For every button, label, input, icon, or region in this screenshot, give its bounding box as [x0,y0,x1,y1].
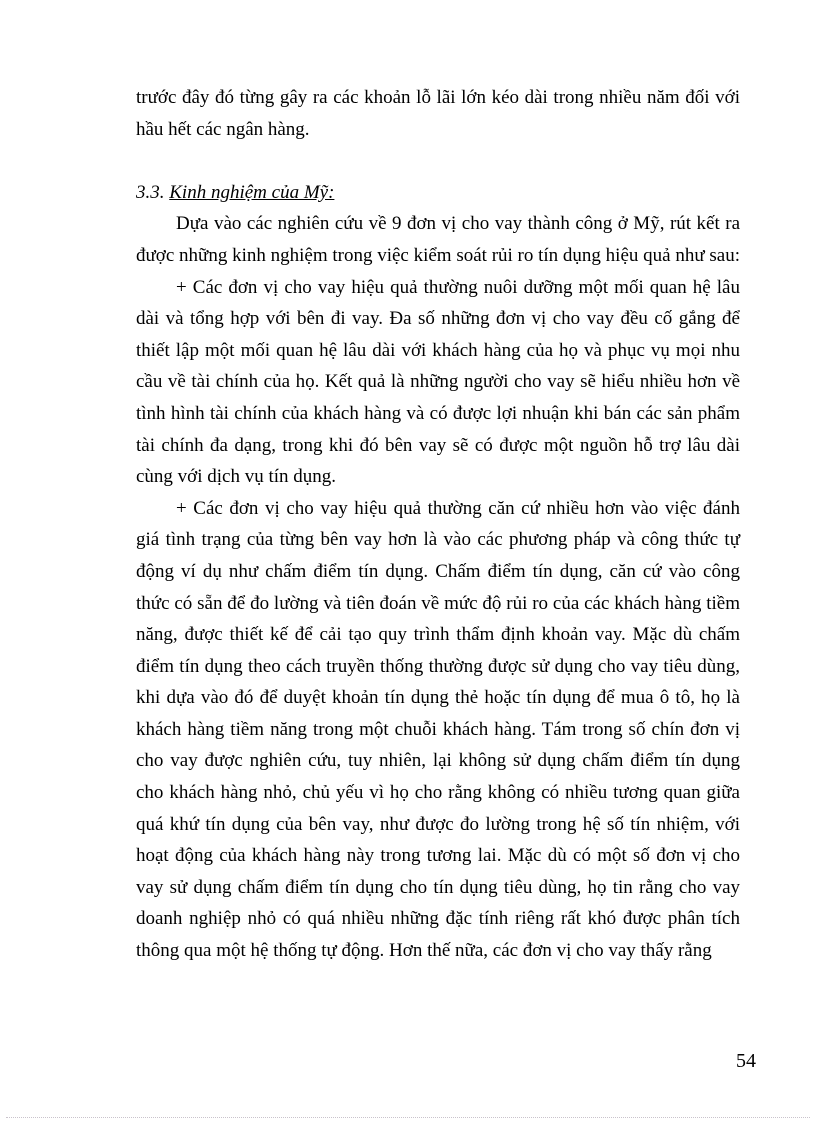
paragraph-intro: Dựa vào các nghiên cứu về 9 đơn vị cho vay thành công ở Mỹ, rút kết ra được những kinh nghiệm trong việc kiểm soát rủi ro tín dụng hiệu quả như sau: [136,213,740,266]
page-bottom-dotted-line [6,1117,810,1118]
section-heading-number: 3.3. [136,181,165,203]
section-heading-title: Kinh nghiệm của Mỹ: [169,181,335,203]
paragraph-continued: trước đây đó từng gây ra các khoản lỗ lãi lớn kéo dài trong nhiều năm đối với hầu hết các ngân hàng. [136,87,740,140]
section-heading [136,177,740,209]
page-number: 54 [736,1050,756,1072]
paragraph-bullet-1: + Các đơn vị cho vay hiệu quả thường nuôi dưỡng một mối quan hệ lâu dài và tổng hợp với bên đi vay. Đa số những đơn vị cho vay đều cố gắng để thiết lập một mối quan hệ lâu dài với khách hàng của họ và phục vụ mọi nhu cầu về tài chính của họ. Kết quả là những người cho vay sẽ hiểu nhiều hơn về tình hình tài chính của khách hàng và có được lợi nhuận khi bán các sản phẩm tài chính đa dạng, trong khi đó bên vay sẽ có được một nguồn hỗ trợ lâu dài cùng với dịch vụ tín dụng. [136,276,740,488]
paragraph-bullet-2: + Các đơn vị cho vay hiệu quả thường căn cứ nhiều hơn vào việc đánh giá tình trạng của từng bên vay hơn là vào các phương pháp và công thức tự động ví dụ như chấm điểm tín dụng. Chấm điểm tín dụng, căn cứ vào công thức có sẵn để đo lường và tiên đoán về mức độ rủi ro của các khách hàng tiềm năng, được thiết kế để cải tạo quy trình thẩm định khoản vay. Mặc dù chấm điểm tín dụng theo cách truyền thống thường được sử dụng cho vay tiêu dùng, khi dựa vào đó để duyệt khoản tín dụng thẻ hoặc tín dụng để mua ô tô, họ là khách hàng tiềm năng trong một chuỗi khách hàng. Tám trong số chín đơn vị cho vay được nghiên cứu, tuy nhiên, lại không sử dụng chấm điểm tín dụng cho khách hàng nhỏ, chủ yếu vì họ cho rằng không có nhiều tương quan giữa quá khứ tín dụng của bên vay, như được đo lường trong hệ số tín nhiệm, với hoạt động của khách hàng này trong tương lai. Mặc dù có một số đơn vị cho vay sử dụng chấm điểm tín dụng cho tín dụng tiêu dùng, họ tin rằng cho vay doanh nghiệp nhỏ có quá nhiều những đặc tính riêng rất khó được phân tích thông qua một hệ thống tự động. Hơn thế nữa, các đơn vị cho vay thấy rằng [136,497,740,962]
page-body [136,82,740,967]
